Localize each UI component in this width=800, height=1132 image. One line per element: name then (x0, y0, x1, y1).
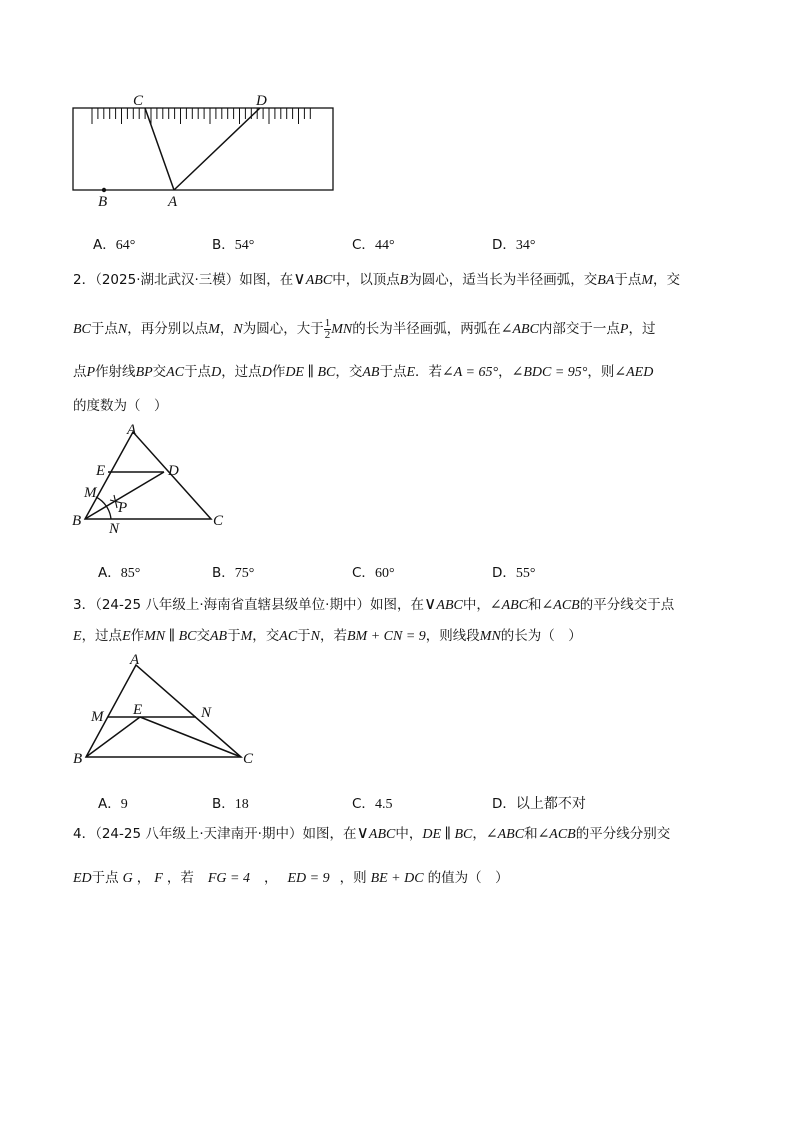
svg-text:N: N (109, 521, 120, 537)
q1-ruler-figure (0, 0, 800, 240)
q2-option-d[interactable]: D．55° (492, 565, 536, 581)
svg-text:E: E (96, 463, 106, 479)
label-b: B (98, 194, 108, 210)
svg-text:C: C (243, 751, 254, 767)
q2-option-c[interactable]: C．60° (352, 565, 395, 581)
label-d: D (256, 93, 267, 109)
segment-ac (145, 108, 174, 190)
ruler-ticks (92, 108, 310, 124)
svg-text:B: B (72, 513, 82, 529)
point-b (102, 188, 106, 192)
svg-text:D: D (168, 463, 179, 479)
label-a: A (168, 194, 178, 210)
q4-line-2: ED于点 G ， F ，若 FG = 4 ， ED = 9 ，则 BE + DC 的值为（ ） (73, 870, 509, 886)
svg-text:M: M (84, 485, 97, 501)
q3-option-a[interactable]: A．9 (98, 796, 128, 812)
q3-triangle-figure (0, 645, 800, 775)
q2-option-a[interactable]: A．85° (98, 565, 141, 581)
q3-line-1: 3．（24-25 八年级上·海南省直辖县级单位·期中）如图，在∨ABC中，∠ABC和∠ACB的平分线交于点 (73, 594, 675, 613)
q2-line-1: 2．（2025·湖北武汉·三模）如图，在∨ABC中，以顶点B为圆心，适当长为半径画弧，交BA于点M，交 (73, 269, 681, 288)
q2-option-b[interactable]: B．75° (212, 565, 255, 581)
q1-option-a[interactable]: A．64° (93, 237, 136, 253)
q3-line-2: E，过点E作MN ∥ BC交AB于M，交AC于N，若BM + CN = 9，则线段MN的长为（ ） (73, 628, 582, 644)
q2-triangle-figure (0, 410, 800, 550)
svg-text:B: B (73, 751, 83, 767)
q2-line-2: BC于点N，再分别以点M，N为圆心，大于 $\frac{1}{2}$ MN的长为半径画弧，两弧在∠ABC内部交于一点P，过 (73, 316, 656, 341)
svg-text:E: E (133, 702, 143, 718)
q3-option-c[interactable]: C．4.5 (352, 796, 393, 812)
svg-text:A: A (130, 652, 140, 668)
segment-ad (174, 108, 260, 190)
svg-text:P: P (118, 500, 128, 516)
svg-text:A: A (127, 422, 137, 438)
label-c: C (133, 93, 144, 109)
svg-text:C: C (213, 513, 224, 529)
q3-option-b[interactable]: B．18 (212, 796, 249, 812)
svg-text:M: M (91, 709, 104, 725)
q2-line-4: 的度数为（ ） (73, 398, 168, 414)
q4-line-1: 4．（24-25 八年级上·天津南开·期中）如图，在∨ABC中，DE ∥ BC，∠ABC和∠ACB的平分线分别交 (73, 823, 671, 842)
q1-option-c[interactable]: C．44° (352, 237, 395, 253)
fraction-one-half: $\frac{1}{2}$ (324, 316, 331, 341)
svg-text:N: N (201, 705, 212, 721)
q2-line-3: 点P作射线BP交AC于点D，过点D作DE ∥ BC，交AB于点E．若∠A = 65°，∠BDC = 95°，则∠AED (73, 364, 654, 380)
q3-option-d[interactable]: D．以上都不对 (492, 796, 586, 812)
q1-option-b[interactable]: B．54° (212, 237, 255, 253)
q1-option-d[interactable]: D．34° (492, 237, 536, 253)
segment-ec (140, 717, 241, 757)
